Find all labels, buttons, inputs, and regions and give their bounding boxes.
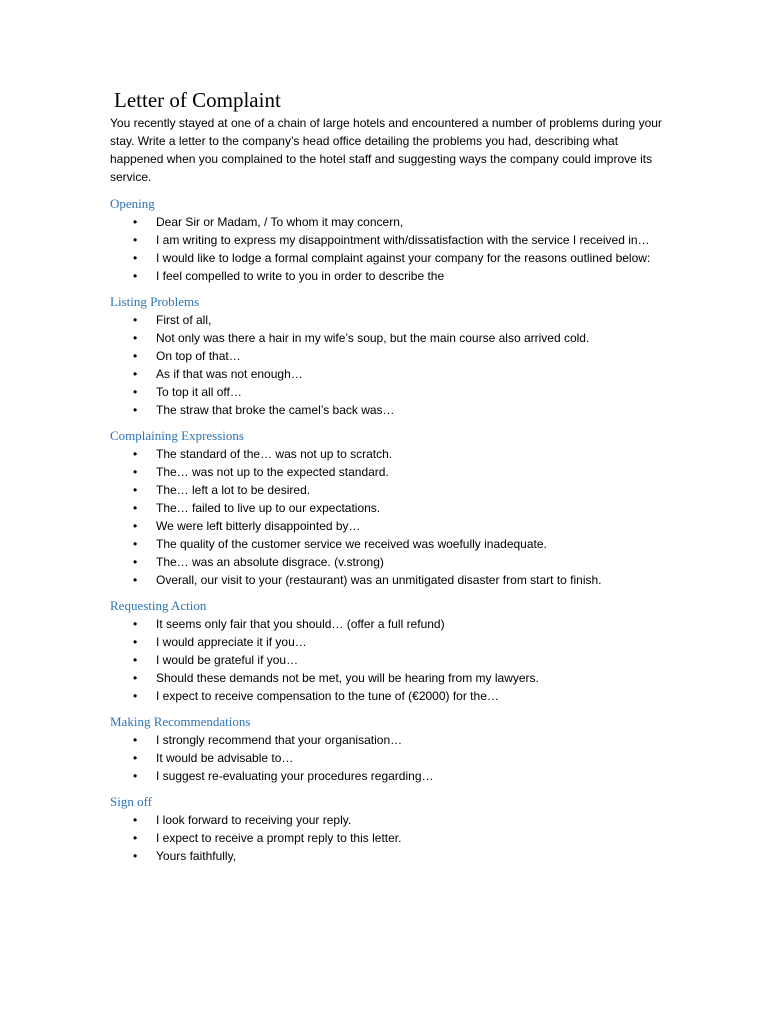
list-item-text: As if that was not enough… — [156, 367, 303, 381]
task-description: You recently stayed at one of a chain of large hotels and encountered a number of problems during your stay. Write a letter to the company’s head office detailing the problems you had, describing what happened when you complained to the hotel staff and suggesting ways the company could improve its service. — [110, 116, 662, 184]
list-item-text: The… failed to live up to our expectations. — [156, 501, 381, 515]
list-item-text: I would appreciate it if you… — [156, 635, 307, 649]
list-item — [110, 481, 668, 499]
bullet-icon: • — [133, 233, 138, 247]
list-item — [110, 347, 668, 365]
bullet-list — [110, 213, 668, 285]
bullet-icon: • — [133, 769, 138, 783]
list-item — [110, 669, 668, 687]
list-item-text: Not only was there a hair in my wife’s soup, but the main course also arrived cold. — [156, 331, 590, 345]
list-item-text: Dear Sir or Madam, / To whom it may concern, — [156, 215, 404, 229]
bullet-icon: • — [133, 537, 138, 551]
list-item — [110, 401, 668, 419]
list-item — [110, 731, 668, 749]
section-heading: Sign off — [110, 794, 153, 809]
list-item — [110, 463, 668, 481]
bullet-icon: • — [133, 831, 138, 845]
list-item — [110, 365, 668, 383]
list-item-text: Yours faithfully, — [156, 849, 237, 863]
list-item — [110, 687, 668, 705]
list-item-text: It would be advisable to… — [156, 751, 294, 765]
list-item-text: I would be grateful if you… — [156, 653, 299, 667]
list-item — [110, 499, 668, 517]
list-item-text: On top of that… — [156, 349, 241, 363]
bullet-icon: • — [133, 465, 138, 479]
bullet-icon: • — [133, 385, 138, 399]
bullet-icon: • — [133, 689, 138, 703]
bullet-icon: • — [133, 501, 138, 515]
section-heading: Requesting Action — [110, 598, 207, 613]
bullet-icon: • — [133, 483, 138, 497]
bullet-icon: • — [133, 617, 138, 631]
section-heading: Listing Problems — [110, 294, 200, 309]
list-item — [110, 445, 668, 463]
list-item — [110, 249, 668, 267]
bullet-icon: • — [133, 751, 138, 765]
list-item — [110, 651, 668, 669]
section-heading: Complaining Expressions — [110, 428, 244, 443]
list-item-text: The straw that broke the camel’s back was… — [156, 403, 395, 417]
bullet-icon: • — [133, 269, 138, 283]
list-item — [110, 767, 668, 785]
list-item-text: I suggest re-evaluating your procedures regarding… — [156, 769, 434, 783]
bullet-icon: • — [133, 653, 138, 667]
list-item-text: I look forward to receiving your reply. — [156, 813, 352, 827]
list-item-text: I strongly recommend that your organisation… — [156, 733, 403, 747]
bullet-icon: • — [133, 849, 138, 863]
list-item — [110, 553, 668, 571]
list-item-text: Overall, our visit to your (restaurant) was an unmitigated disaster from start to finish. — [156, 573, 602, 587]
list-item — [110, 517, 668, 535]
bullet-icon: • — [133, 215, 138, 229]
bullet-icon: • — [133, 447, 138, 461]
bullet-list — [110, 615, 668, 705]
page-title: Letter of Complaint — [114, 88, 281, 112]
list-item-text: We were left bitterly disappointed by… — [156, 519, 361, 533]
bullet-icon: • — [133, 671, 138, 685]
list-item-text: I expect to receive compensation to the tune of (€2000) for the… — [156, 689, 499, 703]
list-item — [110, 571, 668, 589]
list-item-text: The… left a lot to be desired. — [156, 483, 311, 497]
list-item — [110, 615, 668, 633]
list-item — [110, 829, 668, 847]
list-item-text: I am writing to express my disappointment with/dissatisfaction with the service I received in… — [156, 233, 650, 247]
list-item — [110, 231, 668, 249]
bullet-icon: • — [133, 349, 138, 363]
list-item-text: I would like to lodge a formal complaint against your company for the reasons outlined below: — [156, 251, 651, 265]
bullet-icon: • — [133, 251, 138, 265]
bullet-icon: • — [133, 635, 138, 649]
bullet-icon: • — [133, 331, 138, 345]
bullet-list — [110, 811, 668, 865]
bullet-icon: • — [133, 367, 138, 381]
list-item-text: The… was not up to the expected standard. — [156, 465, 389, 479]
list-item-text: The… was an absolute disgrace. (v.strong) — [156, 555, 384, 569]
list-item-text: I expect to receive a prompt reply to this letter. — [156, 831, 402, 845]
list-item — [110, 633, 668, 651]
list-item — [110, 329, 668, 347]
list-item-text: Should these demands not be met, you will be hearing from my lawyers. — [156, 671, 539, 685]
bullet-list — [110, 311, 668, 419]
sections-container — [110, 196, 668, 865]
bullet-icon: • — [133, 573, 138, 587]
bullet-icon: • — [133, 813, 138, 827]
list-item — [110, 847, 668, 865]
list-item-text: The quality of the customer service we received was woefully inadequate. — [156, 537, 547, 551]
section-heading: Opening — [110, 196, 155, 211]
list-item-text: The standard of the… was not up to scratch. — [156, 447, 393, 461]
bullet-icon: • — [133, 555, 138, 569]
list-item — [110, 535, 668, 553]
list-item — [110, 749, 668, 767]
bullet-list — [110, 731, 668, 785]
list-item — [110, 383, 668, 401]
list-item-text: To top it all off… — [156, 385, 242, 399]
bullet-icon: • — [133, 519, 138, 533]
list-item — [110, 811, 668, 829]
list-item — [110, 267, 668, 285]
list-item-text: First of all, — [156, 313, 212, 327]
list-item — [110, 311, 668, 329]
section-heading: Making Recommendations — [110, 714, 251, 729]
bullet-icon: • — [133, 313, 138, 327]
bullet-list — [110, 445, 668, 589]
list-item-text: It seems only fair that you should… (offer a full refund) — [156, 617, 445, 631]
list-item — [110, 213, 668, 231]
bullet-icon: • — [133, 403, 138, 417]
bullet-icon: • — [133, 733, 138, 747]
list-item-text: I feel compelled to write to you in order to describe the — [156, 269, 445, 283]
